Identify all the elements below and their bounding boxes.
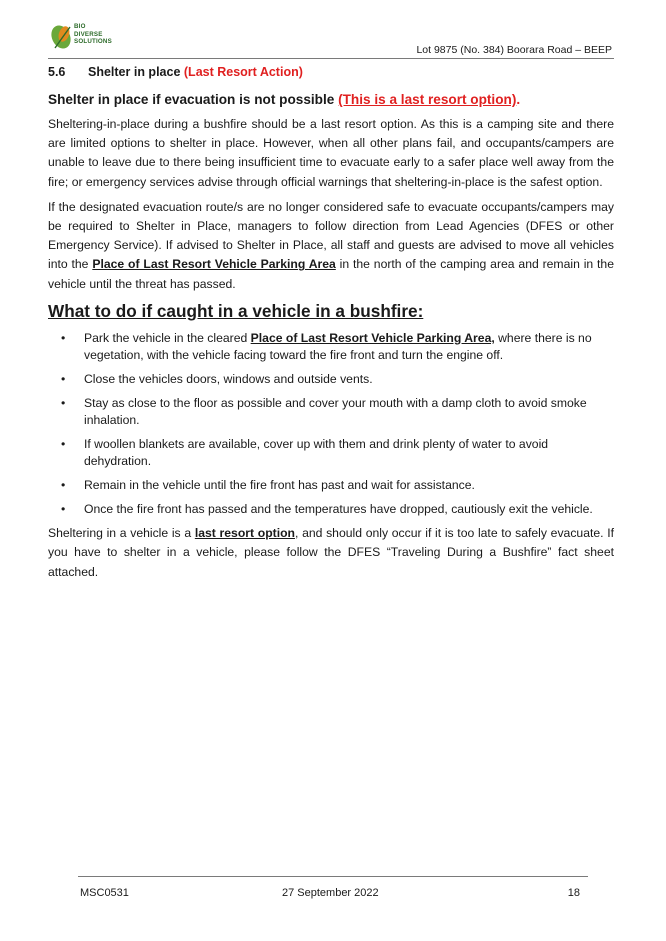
- footer-date: 27 September 2022: [282, 887, 379, 899]
- paragraph-1: Sheltering-in-place during a bushfire should be a last resort option. As this is a camping site and there are limited options to shelter in place. However, when all other plans fail, and occupants/campers are unable to leave due to there being insufficient time to evacuate early to a safer place well away from the fire; or emergency services advise through official warnings that sheltering-in-place is the safest option.: [48, 117, 614, 189]
- last-resort-emphasis: last resort option: [194, 526, 295, 541]
- list-item: [48, 371, 614, 389]
- document-reference: Lot 9875 (No. 384) Boorara Road – BEEP: [416, 44, 612, 56]
- bullet-4-text: If woollen blankets are available, cover up with them and drink plenty of water to avoid dehydration.: [84, 436, 549, 469]
- section-title-note: (Last Resort Action): [183, 65, 303, 79]
- bullet-icon: •: [61, 330, 66, 345]
- list-item: [48, 395, 614, 430]
- footer-divider: [78, 876, 588, 877]
- closing-paragraph: [48, 524, 614, 582]
- list-item: [48, 330, 614, 365]
- bullet-icon: •: [61, 372, 66, 387]
- bullet-icon: •: [61, 395, 66, 410]
- section-heading: [48, 64, 614, 80]
- list-item: [48, 477, 614, 495]
- paragraph-2-start: If the designated evacuation route/s are no longer considered safe to evacuate occupants/campers may be required to Shelter in Place, managers to follow direction from Lead Agencies (DFES or other Emergency Service). If advised to Shelter in Place, all staff and guests are advised to move all vehicles into the: [48, 199, 614, 272]
- page-content: [48, 64, 614, 588]
- closing-end: , and should only occur if it is too late to safely evacuate. If you have to shelter in a vehicle, please follow the DFES “Traveling During a Bushfire” fact sheet attached.: [48, 526, 614, 579]
- logo-wordmark: [74, 23, 112, 46]
- parking-area-reference: Place of Last Resort Vehicle Parking Area: [92, 257, 336, 272]
- logo-line-1: BIO: [74, 23, 86, 30]
- subheading: [48, 91, 614, 109]
- logo-line-2: DIVERSE: [74, 30, 103, 38]
- vehicle-heading: What to do if caught in a vehicle in a bushfire:: [48, 300, 424, 321]
- closing-start: Sheltering in a vehicle is a: [48, 526, 195, 541]
- footer-document-code: MSC0531: [80, 887, 129, 899]
- logo-line-3: SOLUTIONS: [74, 38, 112, 46]
- section-number: 5.6: [48, 65, 66, 79]
- list-item: [48, 436, 614, 471]
- bullet-3-text: Stay as close to the floor as possible and cover your mouth with a damp cloth to avoid smoke inhalation.: [84, 395, 587, 428]
- bullet-1-start: Park the vehicle in the cleared: [84, 330, 251, 345]
- bullet-5-text: Remain in the vehicle until the fire front has past and wait for assistance.: [84, 477, 475, 492]
- page-number: 18: [567, 887, 580, 899]
- bullet-icon: •: [61, 501, 66, 516]
- section-title: Shelter in place: [88, 65, 181, 79]
- bullet-6-text: Once the fire front has passed and the temperatures have dropped, cautiously exit the vehicle.: [84, 501, 593, 516]
- paragraph-2-end: in the north of the camping area and remain in the vehicle until the threat has passed.: [48, 257, 614, 291]
- subheading-trail: .: [516, 92, 521, 107]
- list-item: [48, 501, 614, 519]
- bullet-icon: •: [61, 436, 66, 451]
- company-logo: [50, 22, 140, 56]
- bullet-2-text: Close the vehicles doors, windows and outside vents.: [84, 372, 373, 387]
- bullet-1-parking-area: Place of Last Resort Vehicle Parking Area,: [250, 330, 495, 345]
- header-divider: [48, 58, 614, 59]
- bullet-1-end: where there is no vegetation, with the vehicle facing toward the fire front and turn the engine off.: [84, 330, 592, 363]
- vehicle-instructions-list: [48, 330, 614, 518]
- subheading-note: (This is a last resort option): [338, 92, 517, 107]
- bullet-icon: •: [61, 477, 66, 492]
- subheading-text: Shelter in place if evacuation is not possible: [48, 92, 335, 107]
- paragraph-2: [48, 198, 614, 294]
- leaf-logo-icon: [50, 22, 76, 52]
